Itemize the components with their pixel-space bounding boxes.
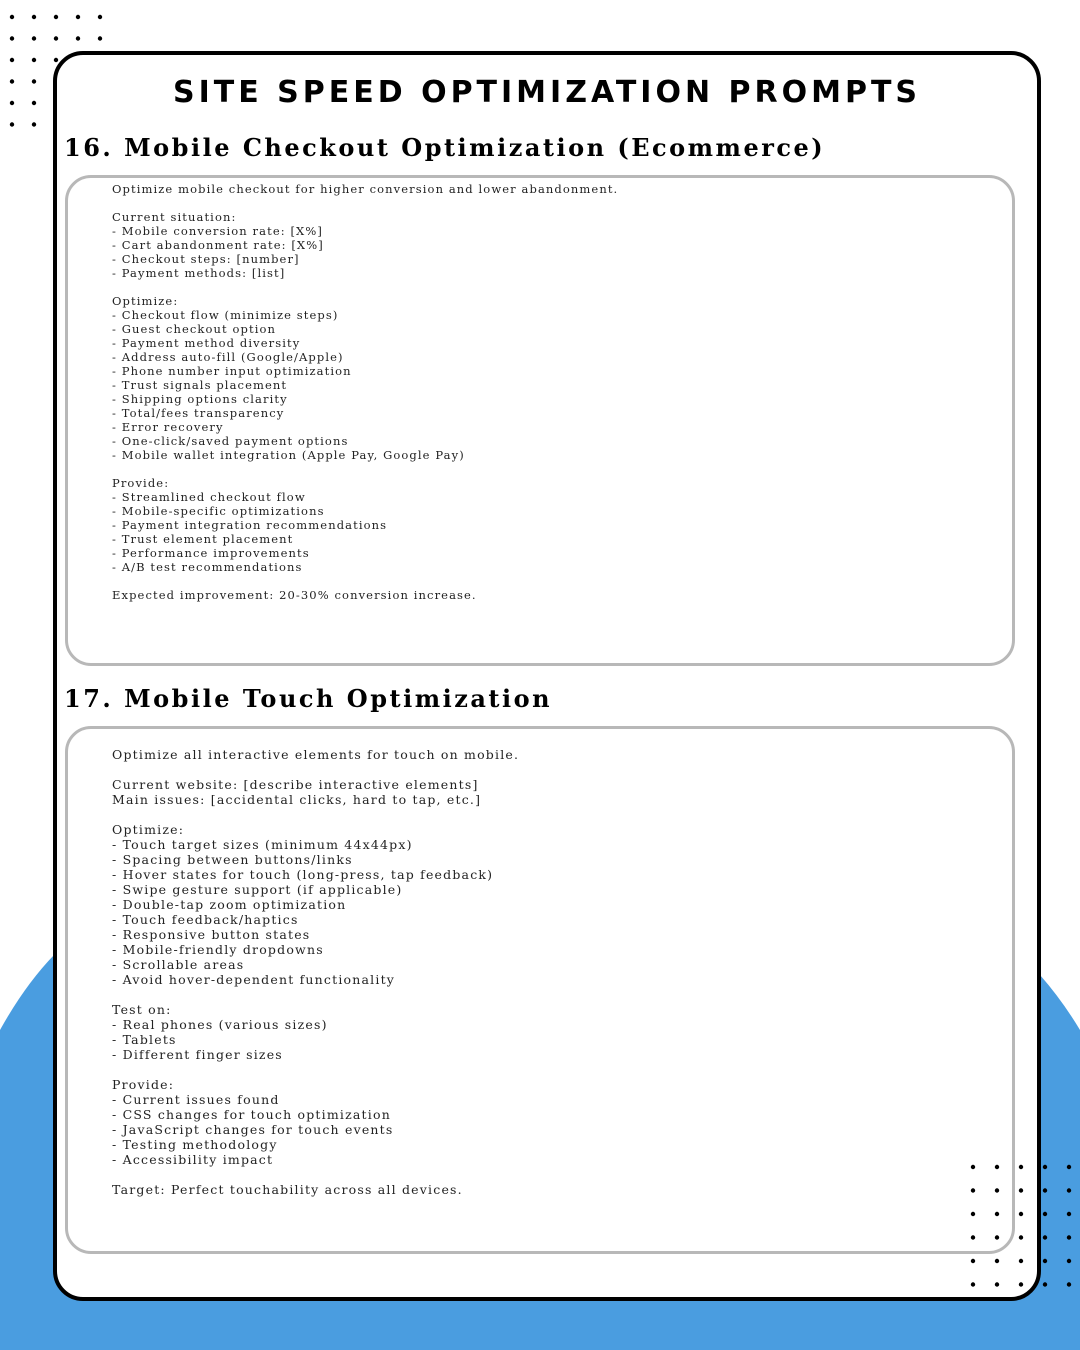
dot (971, 1212, 975, 1216)
page-title: SITE SPEED OPTIMIZATION PROMPTS (172, 75, 922, 110)
dot (10, 15, 14, 19)
dot (76, 15, 80, 19)
dot (54, 58, 58, 62)
dot (54, 36, 58, 40)
dot (1019, 1259, 1023, 1263)
dot (971, 1259, 975, 1263)
dot (995, 1212, 999, 1216)
dot (995, 1188, 999, 1192)
dot (971, 1235, 975, 1239)
prompt-text-16: Optimize mobile checkout for higher conversion and lower abandonment. Current situation: - Mobile conversion rate: [X%] - Cart abandonment rate: [X%] - Checkout steps: [number] - Payment methods: [list] Optimize: - Checkout flow (minimize steps) - Guest checkout option - Payment method diversity - Address auto-fill (Google/Apple) - Phone number input optimization - Trust signals placement - Shipping options clarity - Total/fees transparency - Error recovery - One-click/saved payment options - Mobile wallet integration (Apple Pay, Google Pay) Provide: - Streamlined checkout flow - Mobile-specific optimizations - Payment integration recommendations - Trust element placement - Performance improvements - A/B test recommendations Expected improvement: 20-30% conversion increase. (112, 182, 619, 602)
dot (971, 1282, 975, 1286)
dot (1067, 1165, 1071, 1169)
prompt-box-17 (65, 726, 1015, 1254)
section-heading-16: 16. Mobile Checkout Optimization (Ecommerce) (64, 133, 826, 162)
dot (971, 1188, 975, 1192)
dot (1019, 1212, 1023, 1216)
dot (995, 1282, 999, 1286)
dot (1019, 1165, 1023, 1169)
dot (32, 122, 36, 126)
dot (98, 15, 102, 19)
dot (1019, 1282, 1023, 1286)
dot (995, 1259, 999, 1263)
dot (54, 15, 58, 19)
dot (10, 79, 14, 83)
dot (32, 36, 36, 40)
section-heading-17: 17. Mobile Touch Optimization (64, 684, 553, 713)
dot (1067, 1282, 1071, 1286)
dot-pattern-bottom-right (965, 1158, 1080, 1298)
dot (1067, 1188, 1071, 1192)
dot (1019, 1188, 1023, 1192)
dot (1043, 1188, 1047, 1192)
dot (32, 101, 36, 105)
dot (1043, 1282, 1047, 1286)
dot (76, 36, 80, 40)
dot (10, 58, 14, 62)
dot (98, 36, 102, 40)
prompt-text-17: Optimize all interactive elements for touch on mobile. Current website: [describe interactive elements] Main issues: [accidental clicks, hard to tap, etc.] Optimize: - Touch target sizes (minimum 44x44px) - Spacing between buttons/links - Hover states for touch (long-press, tap feedback) - Swipe gesture support (if applicable) - Double-tap zoom optimization - Touch feedback/haptics - Responsive button states - Mobile-friendly dropdowns - Scrollable areas - Avoid hover-dependent functionality Test on: - Real phones (various sizes) - Tablets - Different finger sizes Provide: - Current issues found - CSS changes for touch optimization - JavaScript changes for touch events - Testing methodology - Accessibility impact Target: Perfect touchability across all devices. (112, 747, 520, 1197)
dot (971, 1165, 975, 1169)
dot (10, 36, 14, 40)
dot (32, 58, 36, 62)
dot (32, 79, 36, 83)
dot (1043, 1165, 1047, 1169)
dot (1043, 1259, 1047, 1263)
dot (32, 15, 36, 19)
dot (10, 122, 14, 126)
dot (1067, 1259, 1071, 1263)
dot (1043, 1235, 1047, 1239)
dot (995, 1235, 999, 1239)
dot (1043, 1212, 1047, 1216)
dot (1067, 1212, 1071, 1216)
prompt-box-16 (65, 175, 1015, 666)
dot (10, 101, 14, 105)
dot (995, 1165, 999, 1169)
content-card (53, 51, 1041, 1301)
dot (1019, 1235, 1023, 1239)
dot (1067, 1235, 1071, 1239)
